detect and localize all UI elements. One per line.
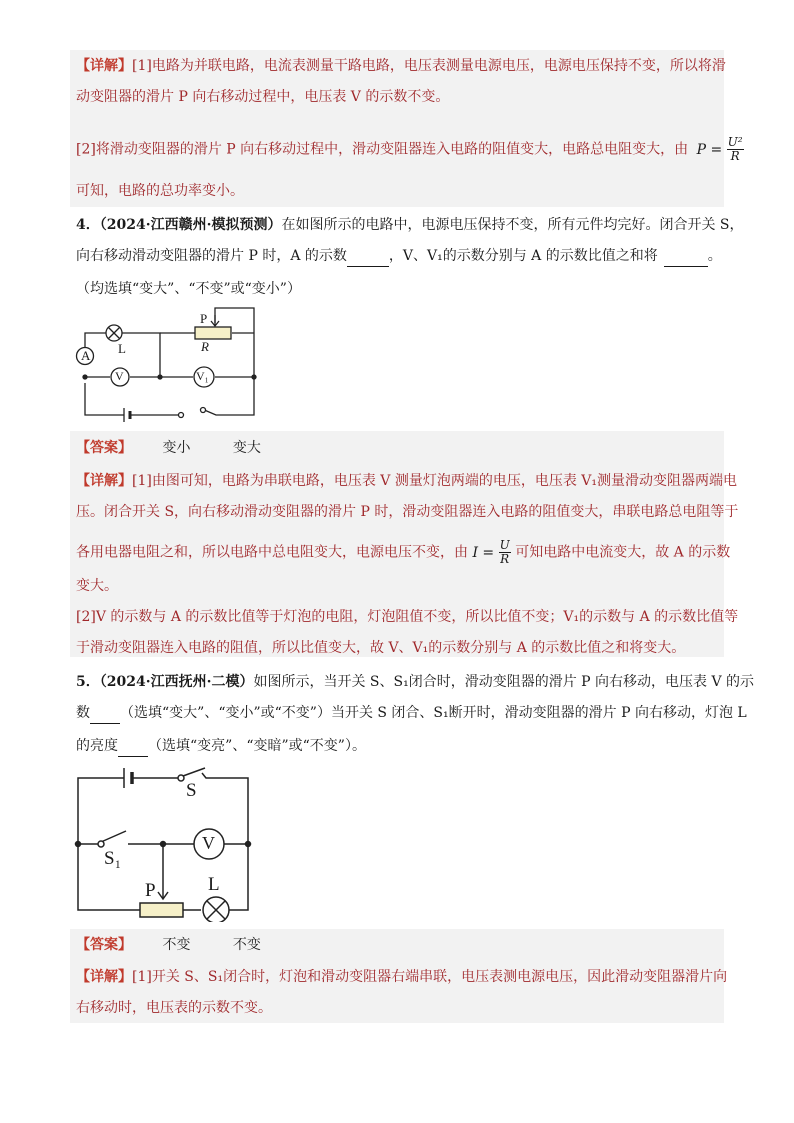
answer-4-line: 【答案】 变小 变大 [76, 440, 261, 456]
label-ammeter: A [81, 348, 91, 363]
label-switch-s: S [186, 780, 197, 801]
detail-1-line-3: [2]将滑动变阻器的滑片 P 向右移动过程中，滑动变阻器连入电路的阻值变大，电路总电阻变大，由 P = $\frac{\text{U²}}{R}$ [76, 135, 743, 163]
question-source: （2024·江西抚州·二模） [99, 674, 254, 690]
detail-4-line-1: 【详解】[1]由图可知，电路为串联电路，电压表 V 测量灯泡两端的电压，电压表 V₁测量滑动变阻器两端电 [76, 473, 738, 489]
detail-4-line-2: 压。闭合开关 S，向右移动滑动变阻器的滑片 P 时，滑动变阻器连入电路的阻值变大，串联电路总电阻等于 [76, 504, 739, 520]
question-5-line-1: 5．（2024·江西抚州·二模）如图所示，当开关 S、S₁闭合时，滑动变阻器的滑片 P 向右移动，电压表 V 的示 [76, 674, 755, 690]
detail-4-line-6: 于滑动变阻器连入电路的阻值，所以比值变大，故 V、V₁的示数分别与 A 的示数比值之和将变大。 [76, 640, 686, 656]
label-resistor: R [201, 339, 209, 354]
detail-4-line-3: 各用电器电阻之和，所以电路中总电阻变大，电源电压不变，由 I = $\frac{U}{R}$ 可知电路中电流变大，故 A 的示数 [76, 538, 731, 566]
question-4-line-2: 向右移动滑动变阻器的滑片 P 时，A 的示数 ，V、V₁的示数分别与 A 的示数比值之和将 。 [76, 246, 722, 267]
answer-blank[interactable] [664, 246, 708, 267]
label-slider: P [145, 880, 156, 901]
question-4-line-3: （均选填“变大”、“不变”或“变小”） [76, 281, 301, 297]
question-4-line-1: 4．（2024·江西赣州·模拟预测）在如图所示的电路中，电源电压保持不变，所有元件均完好。闭合开关 S， [76, 217, 744, 233]
question-number: 4． [76, 217, 100, 233]
answer-blank[interactable] [90, 703, 120, 724]
detail-4-line-4: 变大。 [76, 578, 118, 594]
answer-blank[interactable] [118, 736, 148, 757]
label-voltmeter: V [202, 833, 215, 853]
current-formula: I = $\frac{U}{R}$ [472, 538, 510, 566]
answer-value: 变大 [232, 440, 261, 456]
detail-1-line-4: 可知，电路的总功率变小。 [76, 183, 244, 199]
detail-1-line-2: 动变阻器的滑片 P 向右移动过程中，电压表 V 的示数不变。 [76, 89, 450, 105]
circuit-q5-labels [68, 762, 268, 922]
detail-4-line-5: [2]V 的示数与 A 的示数比值等于灯泡的电阻，灯泡阻值不变，所以比值不变；V₁的示数与 A 的示数比值等 [76, 609, 739, 625]
question-source: （2024·江西赣州·模拟预测） [99, 217, 282, 233]
answer-value: 不变 [162, 937, 191, 953]
detail-tag: 【详解】 [76, 58, 132, 74]
label-lamp: L [208, 874, 220, 895]
detail-5-line-2: 右移动时，电压表的示数不变。 [76, 1000, 272, 1016]
answer-value: 不变 [232, 937, 261, 953]
answer-blank[interactable] [347, 246, 389, 267]
answer-value: 变小 [162, 440, 191, 456]
detail-1-line-1: 【详解】[1]电路为并联电路，电流表测量干路电路，电压表测量电源电压，电源电压保持不变，所以将滑 [76, 58, 726, 74]
label-lamp: L [118, 341, 126, 356]
circuit-q4-labels [70, 305, 270, 425]
label-switch-s1: S₁ [104, 848, 122, 869]
question-5-line-2: 数 （选填“变大”、“变小”或“不变”）当开关 S 闭合、S₁断开时，滑动变阻器的滑片 P 向右移动，灯泡 L [76, 703, 747, 724]
label-voltmeter: V [115, 369, 124, 383]
power-formula: P = $\frac{\text{U²}}{R}$ [696, 135, 743, 163]
label-voltmeter-1: V₁ [196, 369, 209, 383]
label-slider: P [200, 311, 208, 326]
detail-5-line-1: 【详解】[1]开关 S、S₁闭合时，灯泡和滑动变阻器右端串联，电压表测电源电压，因此滑动变阻器滑片向 [76, 969, 728, 985]
answer-5-line: 【答案】 不变 不变 [76, 937, 261, 953]
question-5-line-3: 的亮度 （选填“变亮”、“变暗”或“不变”）。 [76, 736, 366, 757]
question-number: 5． [76, 674, 100, 690]
